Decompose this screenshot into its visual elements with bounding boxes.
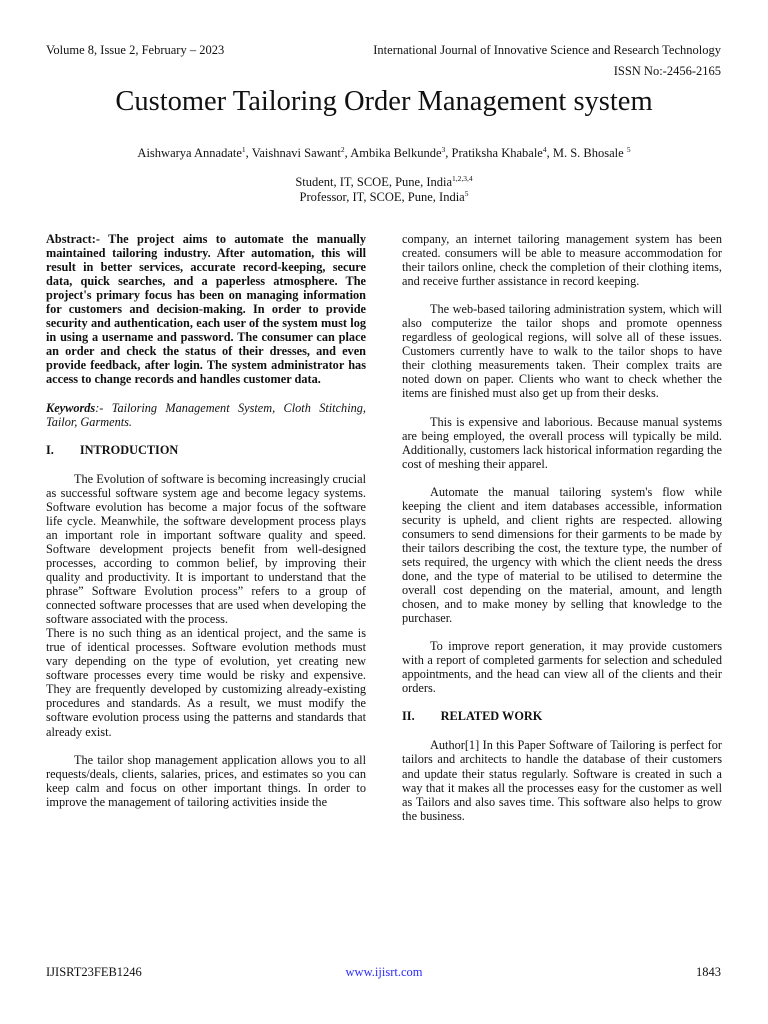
affiliation-sup: 1,2,3,4	[452, 174, 473, 183]
body-paragraph: The web-based tailoring administration system, which will also computerize the tailor shops and promote openness regardless of geological regions, will solve all of these issues. Customers currently have to walk to the tailor shops to have their clothing measurements taken. Their complex traits are noted down on paper. Clients who want to check whether the items are finished must also get up from their desks.	[402, 302, 722, 401]
section-title: RELATED WORK	[440, 709, 543, 724]
author-name: Ambika Belkunde	[350, 146, 442, 160]
author-name: M. S. Bhosale	[552, 146, 627, 160]
author-list	[0, 146, 768, 161]
affiliation-text: Student, IT, SCOE, Pune, India	[295, 175, 453, 189]
author-name: Pratiksha Khabale	[451, 146, 543, 160]
spacer	[402, 471, 722, 485]
body-paragraph: This is expensive and laborious. Because manual systems are being employed, the overall process will typically be mild. Additionally, customers lack historical information regarding the cost of meshing their apparel.	[402, 414, 722, 471]
author-name: Aishwarya Annadate	[137, 146, 242, 160]
author-sup: 4	[542, 145, 547, 154]
author-sup: 3	[441, 145, 446, 154]
body-paragraph: Author[1] In this Paper Software of Tailoring is perfect for tailors and architects to handle the database of their customers and update their status regularly. Software is created in such a way that it makes all the processes easy for the customer as well as Tailors and also saves time. This software also helps to grow the business.	[402, 738, 722, 823]
section-number: I.	[46, 442, 54, 457]
website-link[interactable]: www.ijisrt.com	[345, 965, 423, 979]
spacer	[46, 457, 366, 472]
section-heading-related-work	[402, 709, 722, 723]
abstract-text: :- The project aims to automate the manually maintained tailoring industry. After automation, this will result in better services, accurate record-keeping, secure data, quick searches, and a paperless atmosphere. The project's primary focus has been on managing information for customers and decision-making. In order to provide security and authentication, each user of the system must log in using a username and password. The consumer can place an order and check the status of their dresses, and even provide feedback, after login. The system administrator has access to change records and handles customer data.	[46, 232, 366, 387]
body-paragraph: company, an internet tailoring management system has been created. consumers will be able to measure accommodation for their tailors online, check the completion of their clothing items, and receive further assistance in record keeping.	[402, 232, 722, 289]
body-paragraph: To improve report generation, it may provide customers with a report of completed garments for selection and scheduled appointments, and the head can view all of the clients and their orders.	[402, 639, 722, 696]
spacer	[402, 723, 722, 738]
spacer	[46, 387, 366, 401]
running-header-journal: International Journal of Innovative Science and Research Technology	[373, 43, 721, 57]
body-paragraph: The tailor shop management application allows you to all requests/deals, clients, salaries, prices, and estimates so you can keep calm and focus on other important things. In order to improve the management of tailoring activities inside the	[46, 752, 366, 809]
author-sep: ,	[344, 146, 351, 160]
abstract	[46, 232, 366, 387]
spacer	[46, 739, 366, 753]
running-header-issn: ISSN No:-2456-2165	[613, 64, 721, 78]
body-paragraph: There is no such thing as an identical project, and the same is true of identical processes. Software evolution methods must vary depending on the type of evolution, yet creating new software processes every time would be risky and expensive. They are frequently developed by customizing already-existing procedures and standards. As a result, we must modify the software evolution process using the patterns and standards that already exist.	[46, 626, 366, 739]
keywords-label: Keywords	[46, 400, 96, 415]
abstract-label: Abstract	[46, 232, 92, 246]
keywords-text: :- Tailoring Management System, Cloth Stitching, Tailor, Garments.	[46, 400, 366, 429]
spacer	[402, 401, 722, 415]
affiliation-text: Professor, IT, SCOE, Pune, India	[299, 190, 465, 204]
affiliation-line	[0, 190, 768, 205]
affiliations	[0, 175, 768, 205]
author-sep: ,	[445, 146, 452, 160]
author-name: Vaishnavi Sawant	[251, 146, 341, 160]
spacer	[402, 695, 722, 709]
spacer	[402, 625, 722, 639]
left-column	[46, 232, 366, 809]
footer-website	[0, 965, 768, 980]
section-heading-introduction	[46, 443, 366, 457]
spacer	[402, 288, 722, 302]
running-header-volume: Volume 8, Issue 2, February – 2023	[46, 43, 225, 57]
author-sup: 5	[626, 145, 631, 154]
author-sup: 2	[340, 145, 345, 154]
spacer	[46, 429, 366, 443]
paper-title: Customer Tailoring Order Management system	[115, 86, 653, 117]
section-title: INTRODUCTION	[79, 442, 179, 457]
author-sup: 1	[241, 145, 246, 154]
body-paragraph: The Evolution of software is becoming increasingly crucial as successful software system age and become legacy systems. Software evolution has become a major focus of the software life cycle. Meanwhile, the software development process plays an important role in important software quality and speed. Software development projects benefit from well-designed processes, according to common belief, by improving their quality and productivity. It is important to understand that the phrase” Software Evolution process” refers to a group of connected software processes that are used when developing the software associated with the process.	[46, 471, 366, 627]
author-sep: ,	[546, 146, 553, 160]
author-sep: ,	[245, 146, 252, 160]
section-number: II.	[402, 709, 415, 724]
footer-article-id: IJISRT23FEB1246	[46, 965, 142, 979]
affiliation-sup: 5	[464, 189, 469, 198]
keywords	[46, 401, 366, 429]
affiliation-line	[0, 175, 768, 190]
body-paragraph: Automate the manual tailoring system's flow while keeping the client and item databases accessible, information security is upheld, and client rights are respected. allowing consumers to send dimensions for their garments to be made by their tailors describing the cost, the texture type, the number of sets required, the urgency with which the client needs the dress done, and the type of material to be utilised to determine the overall cost depending on the material, amount, and length chosen, and to make money by selling that knowledge to the purchaser.	[402, 484, 722, 626]
right-column	[402, 232, 722, 823]
footer-page-number: 1843	[696, 965, 721, 979]
